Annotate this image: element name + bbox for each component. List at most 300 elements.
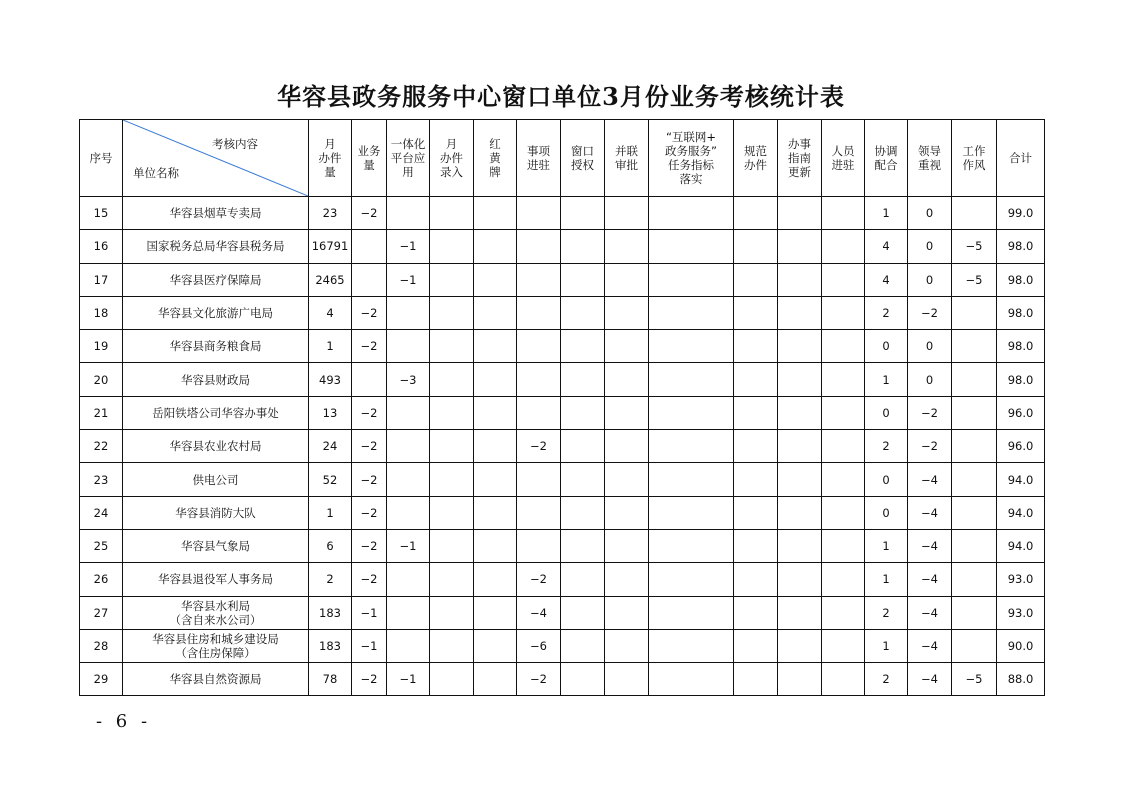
header-col-7	[561, 120, 605, 197]
header-col-line: 牌	[489, 165, 501, 179]
row-cell-col-11	[778, 596, 822, 629]
row-cell-col-13: 1	[865, 529, 908, 562]
row-cell-col-3	[387, 496, 430, 529]
row-cell-col-10	[734, 463, 778, 496]
row-cell-col-11	[778, 296, 822, 329]
table-row	[80, 330, 1045, 363]
row-cell-col-1: 24	[309, 430, 352, 463]
assessment-table	[79, 119, 1045, 696]
row-cell-col-16: 93.0	[997, 596, 1045, 629]
row-seq: 24	[80, 496, 123, 529]
row-cell-col-14: −4	[908, 496, 952, 529]
row-cell-col-1: 52	[309, 463, 352, 496]
row-cell-col-13: 1	[865, 363, 908, 396]
row-cell-col-8	[605, 363, 649, 396]
row-cell-col-9	[649, 197, 734, 230]
row-cell-col-13: 0	[865, 496, 908, 529]
row-cell-col-14: −4	[908, 596, 952, 629]
header-col-13	[865, 120, 908, 197]
table-row	[80, 197, 1045, 230]
row-cell-col-10	[734, 263, 778, 296]
row-unit-name	[123, 430, 309, 463]
unit-name-line: （含住房保障）	[175, 646, 256, 660]
header-col-line: 落实	[679, 172, 703, 186]
row-cell-col-2: −2	[352, 663, 387, 696]
row-unit-name	[123, 563, 309, 596]
row-cell-col-4	[430, 529, 474, 562]
row-cell-col-6: −4	[517, 596, 561, 629]
row-cell-col-13: 2	[865, 296, 908, 329]
row-cell-col-8	[605, 463, 649, 496]
row-seq: 21	[80, 396, 123, 429]
row-cell-col-4	[430, 629, 474, 662]
row-cell-col-8	[605, 563, 649, 596]
row-cell-col-9	[649, 330, 734, 363]
header-col-line: 合计	[1009, 151, 1032, 165]
header-seq: 序号	[80, 120, 123, 197]
row-cell-col-2	[352, 363, 387, 396]
row-cell-col-3: −1	[387, 263, 430, 296]
row-cell-col-3	[387, 430, 430, 463]
table-row	[80, 230, 1045, 263]
row-cell-col-13: 2	[865, 663, 908, 696]
row-cell-col-10	[734, 563, 778, 596]
table-row	[80, 596, 1045, 629]
row-cell-col-1: 2465	[309, 263, 352, 296]
row-cell-col-10	[734, 430, 778, 463]
row-cell-col-15	[952, 629, 997, 662]
row-cell-col-2: −2	[352, 330, 387, 363]
header-col-8	[605, 120, 649, 197]
row-cell-col-12	[822, 529, 865, 562]
row-cell-col-5	[474, 629, 517, 662]
row-cell-col-13: 0	[865, 396, 908, 429]
row-cell-col-16: 98.0	[997, 363, 1045, 396]
row-cell-col-5	[474, 197, 517, 230]
row-unit-name	[123, 363, 309, 396]
row-cell-col-2: −2	[352, 296, 387, 329]
row-cell-col-4	[430, 396, 474, 429]
header-col-line: 平台应	[390, 151, 426, 165]
table-body	[80, 197, 1045, 696]
row-cell-col-5	[474, 663, 517, 696]
row-cell-col-16: 99.0	[997, 197, 1045, 230]
row-cell-col-6	[517, 197, 561, 230]
row-cell-col-7	[561, 596, 605, 629]
row-cell-col-11	[778, 629, 822, 662]
row-cell-col-7	[561, 629, 605, 662]
row-cell-col-6: −2	[517, 663, 561, 696]
row-cell-col-3: −1	[387, 230, 430, 263]
row-cell-col-8	[605, 663, 649, 696]
row-cell-col-8	[605, 596, 649, 629]
row-cell-col-12	[822, 629, 865, 662]
table-row	[80, 629, 1045, 662]
header-col-line: “互联网+	[665, 130, 717, 144]
row-cell-col-9	[649, 529, 734, 562]
unit-name-line: 华容县商务粮食局	[169, 339, 262, 354]
header-col-12	[822, 120, 865, 197]
row-cell-col-13: 1	[865, 629, 908, 662]
table-row	[80, 296, 1045, 329]
row-cell-col-6	[517, 363, 561, 396]
row-cell-col-5	[474, 529, 517, 562]
row-cell-col-7	[561, 529, 605, 562]
row-cell-col-10	[734, 363, 778, 396]
unit-name-line: 华容县文化旅游广电局	[158, 306, 273, 321]
header-col-line: 重视	[918, 158, 941, 172]
row-cell-col-6	[517, 296, 561, 329]
row-cell-col-15	[952, 529, 997, 562]
row-cell-col-15: −5	[952, 663, 997, 696]
row-cell-col-15	[952, 463, 997, 496]
row-unit-name	[123, 230, 309, 263]
unit-name-line: 岳阳铁塔公司华容办事处	[152, 405, 279, 420]
row-cell-col-16: 88.0	[997, 663, 1045, 696]
row-seq: 20	[80, 363, 123, 396]
header-col-1	[309, 120, 352, 197]
row-seq: 28	[80, 629, 123, 662]
row-cell-col-10	[734, 330, 778, 363]
row-cell-col-13: 0	[865, 330, 908, 363]
row-cell-col-4	[430, 430, 474, 463]
row-cell-col-12	[822, 430, 865, 463]
row-cell-col-11	[778, 363, 822, 396]
page-number: - 6 -	[96, 711, 152, 732]
row-cell-col-4	[430, 596, 474, 629]
header-col-6	[517, 120, 561, 197]
row-cell-col-3: −3	[387, 363, 430, 396]
row-cell-col-4	[430, 330, 474, 363]
row-cell-col-4	[430, 296, 474, 329]
row-cell-col-13: 1	[865, 563, 908, 596]
row-cell-col-8	[605, 296, 649, 329]
row-cell-col-5	[474, 596, 517, 629]
row-seq: 29	[80, 663, 123, 696]
row-cell-col-7	[561, 197, 605, 230]
unit-name-line: 华容县医疗保障局	[169, 272, 262, 287]
row-cell-col-12	[822, 596, 865, 629]
header-col-line: 量	[324, 165, 336, 179]
header-col-line: 窗口	[571, 144, 594, 158]
row-cell-col-3	[387, 296, 430, 329]
row-cell-col-11	[778, 230, 822, 263]
row-cell-col-15: −5	[952, 230, 997, 263]
row-seq: 19	[80, 330, 123, 363]
header-col-line: 月	[445, 137, 458, 151]
header-col-line: 更新	[788, 165, 811, 179]
row-cell-col-1: 493	[309, 363, 352, 396]
row-cell-col-1: 183	[309, 596, 352, 629]
row-cell-col-12	[822, 363, 865, 396]
row-cell-col-5	[474, 463, 517, 496]
row-cell-col-12	[822, 663, 865, 696]
row-cell-col-11	[778, 430, 822, 463]
row-cell-col-3	[387, 463, 430, 496]
row-cell-col-7	[561, 363, 605, 396]
row-cell-col-15	[952, 596, 997, 629]
row-cell-col-6	[517, 463, 561, 496]
unit-name-line: 华容县水利局	[181, 598, 250, 613]
row-cell-col-4	[430, 263, 474, 296]
row-cell-col-6	[517, 496, 561, 529]
row-cell-col-5	[474, 496, 517, 529]
unit-name-line: 华容县住房和城乡建设局	[152, 632, 279, 646]
row-cell-col-4	[430, 663, 474, 696]
row-cell-col-6	[517, 529, 561, 562]
row-cell-col-16: 94.0	[997, 529, 1045, 562]
row-cell-col-7	[561, 296, 605, 329]
row-cell-col-11	[778, 197, 822, 230]
row-cell-col-2: −2	[352, 197, 387, 230]
row-cell-col-7	[561, 563, 605, 596]
row-cell-col-3	[387, 629, 430, 662]
header-col-line: 政务服务”	[665, 144, 717, 158]
unit-name-line: 华容县气象局	[181, 539, 250, 554]
row-cell-col-9	[649, 663, 734, 696]
row-cell-col-1: 23	[309, 197, 352, 230]
header-col-11	[778, 120, 822, 197]
row-cell-col-14: −4	[908, 629, 952, 662]
row-cell-col-5	[474, 296, 517, 329]
header-unit-name: 单位名称	[133, 166, 179, 180]
unit-name-line: 国家税务总局华容县税务局	[146, 239, 285, 254]
header-col-line: 作风	[962, 158, 986, 172]
header-row	[80, 120, 1045, 197]
row-cell-col-7	[561, 263, 605, 296]
row-cell-col-12	[822, 296, 865, 329]
row-cell-col-5	[474, 230, 517, 263]
row-cell-col-8	[605, 629, 649, 662]
row-cell-col-16: 98.0	[997, 296, 1045, 329]
row-cell-col-2: −2	[352, 463, 387, 496]
row-cell-col-10	[734, 629, 778, 662]
header-col-line: 红	[489, 137, 501, 151]
row-cell-col-14: 0	[908, 197, 952, 230]
header-col-line: 量	[363, 158, 375, 172]
row-cell-col-12	[822, 263, 865, 296]
header-col-4	[430, 120, 474, 197]
row-cell-col-7	[561, 496, 605, 529]
table-title: 华容县政务服务中心窗口单位3月份业务考核统计表	[277, 82, 845, 111]
row-cell-col-3: −1	[387, 529, 430, 562]
row-cell-col-13: 4	[865, 230, 908, 263]
row-cell-col-1: 183	[309, 629, 352, 662]
row-cell-col-2: −1	[352, 596, 387, 629]
row-unit-name	[123, 197, 309, 230]
header-col-5	[474, 120, 517, 197]
row-cell-col-15: −5	[952, 263, 997, 296]
row-cell-col-10	[734, 496, 778, 529]
row-cell-col-15	[952, 430, 997, 463]
header-diagonal-cell	[123, 120, 309, 197]
row-unit-name	[123, 596, 309, 629]
row-seq: 16	[80, 230, 123, 263]
row-seq: 22	[80, 430, 123, 463]
row-cell-col-10	[734, 197, 778, 230]
row-cell-col-16: 98.0	[997, 230, 1045, 263]
row-cell-col-12	[822, 396, 865, 429]
row-cell-col-4	[430, 230, 474, 263]
row-seq: 26	[80, 563, 123, 596]
row-cell-col-16: 90.0	[997, 629, 1045, 662]
row-cell-col-2: −2	[352, 396, 387, 429]
row-cell-col-16: 93.0	[997, 563, 1045, 596]
row-cell-col-14: 0	[908, 263, 952, 296]
header-col-line: 进驻	[527, 158, 550, 172]
table-row	[80, 396, 1045, 429]
row-cell-col-11	[778, 263, 822, 296]
header-col-line: 黄	[489, 151, 501, 165]
row-cell-col-5	[474, 430, 517, 463]
row-cell-col-9	[649, 230, 734, 263]
row-cell-col-13: 4	[865, 263, 908, 296]
header-col-2	[352, 120, 387, 197]
row-cell-col-2	[352, 230, 387, 263]
row-cell-col-8	[605, 263, 649, 296]
row-cell-col-11	[778, 330, 822, 363]
row-cell-col-8	[605, 230, 649, 263]
unit-name-line: 华容县退役军人事务局	[158, 572, 273, 587]
row-cell-col-12	[822, 563, 865, 596]
row-unit-name	[123, 296, 309, 329]
row-cell-col-15	[952, 563, 997, 596]
row-cell-col-15	[952, 396, 997, 429]
table-row	[80, 363, 1045, 396]
row-cell-col-16: 96.0	[997, 430, 1045, 463]
row-cell-col-14: 0	[908, 363, 952, 396]
row-cell-col-11	[778, 396, 822, 429]
row-cell-col-11	[778, 663, 822, 696]
unit-name-line: 供电公司	[192, 472, 239, 487]
header-col-line: 协调	[874, 144, 898, 158]
table-row	[80, 430, 1045, 463]
row-cell-col-14: −4	[908, 563, 952, 596]
header-col-line: 审批	[615, 158, 638, 172]
row-unit-name	[123, 463, 309, 496]
header-col-line: 用	[402, 165, 414, 179]
header-col-line: 录入	[440, 165, 463, 179]
row-cell-col-7	[561, 463, 605, 496]
row-cell-col-1: 13	[309, 396, 352, 429]
unit-name-line: 华容县消防大队	[175, 505, 256, 520]
row-cell-col-15	[952, 197, 997, 230]
header-col-line: 进驻	[831, 158, 855, 172]
row-cell-col-12	[822, 330, 865, 363]
row-cell-col-16: 94.0	[997, 496, 1045, 529]
header-col-line: 规范	[744, 144, 767, 158]
header-col-line: 月	[324, 137, 336, 151]
row-cell-col-1: 78	[309, 663, 352, 696]
table-row	[80, 496, 1045, 529]
row-unit-name	[123, 330, 309, 363]
row-cell-col-11	[778, 529, 822, 562]
row-cell-col-10	[734, 230, 778, 263]
row-cell-col-7	[561, 230, 605, 263]
diagonal-line	[123, 120, 308, 196]
row-cell-col-3	[387, 396, 430, 429]
row-cell-col-5	[474, 563, 517, 596]
row-cell-col-16: 94.0	[997, 463, 1045, 496]
row-cell-col-6: −6	[517, 629, 561, 662]
row-cell-col-8	[605, 529, 649, 562]
row-seq: 27	[80, 596, 123, 629]
row-cell-col-11	[778, 563, 822, 596]
row-cell-col-3: −1	[387, 663, 430, 696]
row-cell-col-3	[387, 330, 430, 363]
row-cell-col-9	[649, 263, 734, 296]
row-cell-col-5	[474, 396, 517, 429]
row-cell-col-1: 16791	[309, 230, 352, 263]
row-seq: 23	[80, 463, 123, 496]
row-cell-col-14: 0	[908, 330, 952, 363]
row-cell-col-9	[649, 463, 734, 496]
row-cell-col-13: 2	[865, 430, 908, 463]
row-cell-col-8	[605, 396, 649, 429]
row-cell-col-2: −2	[352, 563, 387, 596]
row-unit-name	[123, 396, 309, 429]
row-cell-col-4	[430, 363, 474, 396]
row-cell-col-6	[517, 263, 561, 296]
row-cell-col-9	[649, 563, 734, 596]
header-col-line: 办件	[318, 151, 342, 165]
row-cell-col-1: 1	[309, 496, 352, 529]
row-cell-col-5	[474, 330, 517, 363]
row-cell-col-2	[352, 263, 387, 296]
row-cell-col-3	[387, 197, 430, 230]
row-cell-col-15	[952, 330, 997, 363]
row-cell-col-11	[778, 496, 822, 529]
row-cell-col-9	[649, 296, 734, 329]
header-col-line: 一体化	[390, 137, 426, 151]
row-unit-name	[123, 629, 309, 662]
row-cell-col-11	[778, 463, 822, 496]
header-col-line: 授权	[571, 158, 594, 172]
row-cell-col-10	[734, 296, 778, 329]
header-col-line: 人员	[831, 144, 855, 158]
row-cell-col-8	[605, 430, 649, 463]
row-seq: 18	[80, 296, 123, 329]
header-col-line: 事项	[527, 144, 550, 158]
row-cell-col-16: 98.0	[997, 263, 1045, 296]
header-assessment-content: 考核内容	[212, 137, 258, 151]
header-col-line: 配合	[874, 158, 898, 172]
row-cell-col-4	[430, 496, 474, 529]
row-cell-col-14: −2	[908, 296, 952, 329]
row-cell-col-13: 1	[865, 197, 908, 230]
row-cell-col-4	[430, 197, 474, 230]
header-col-line: 业务	[357, 144, 381, 158]
row-cell-col-6	[517, 330, 561, 363]
row-cell-col-12	[822, 197, 865, 230]
row-unit-name	[123, 496, 309, 529]
row-cell-col-6: −2	[517, 430, 561, 463]
row-cell-col-14: 0	[908, 230, 952, 263]
row-unit-name	[123, 529, 309, 562]
row-cell-col-12	[822, 496, 865, 529]
row-cell-col-3	[387, 563, 430, 596]
row-cell-col-13: 2	[865, 596, 908, 629]
unit-name-line: 华容县自然资源局	[169, 672, 262, 687]
header-col-line: 任务指标	[668, 158, 714, 172]
row-cell-col-8	[605, 330, 649, 363]
header-col-line: 并联	[615, 144, 638, 158]
header-col-line: 办件	[744, 158, 767, 172]
row-cell-col-14: −4	[908, 463, 952, 496]
row-cell-col-6	[517, 396, 561, 429]
row-cell-col-9	[649, 629, 734, 662]
row-cell-col-10	[734, 396, 778, 429]
